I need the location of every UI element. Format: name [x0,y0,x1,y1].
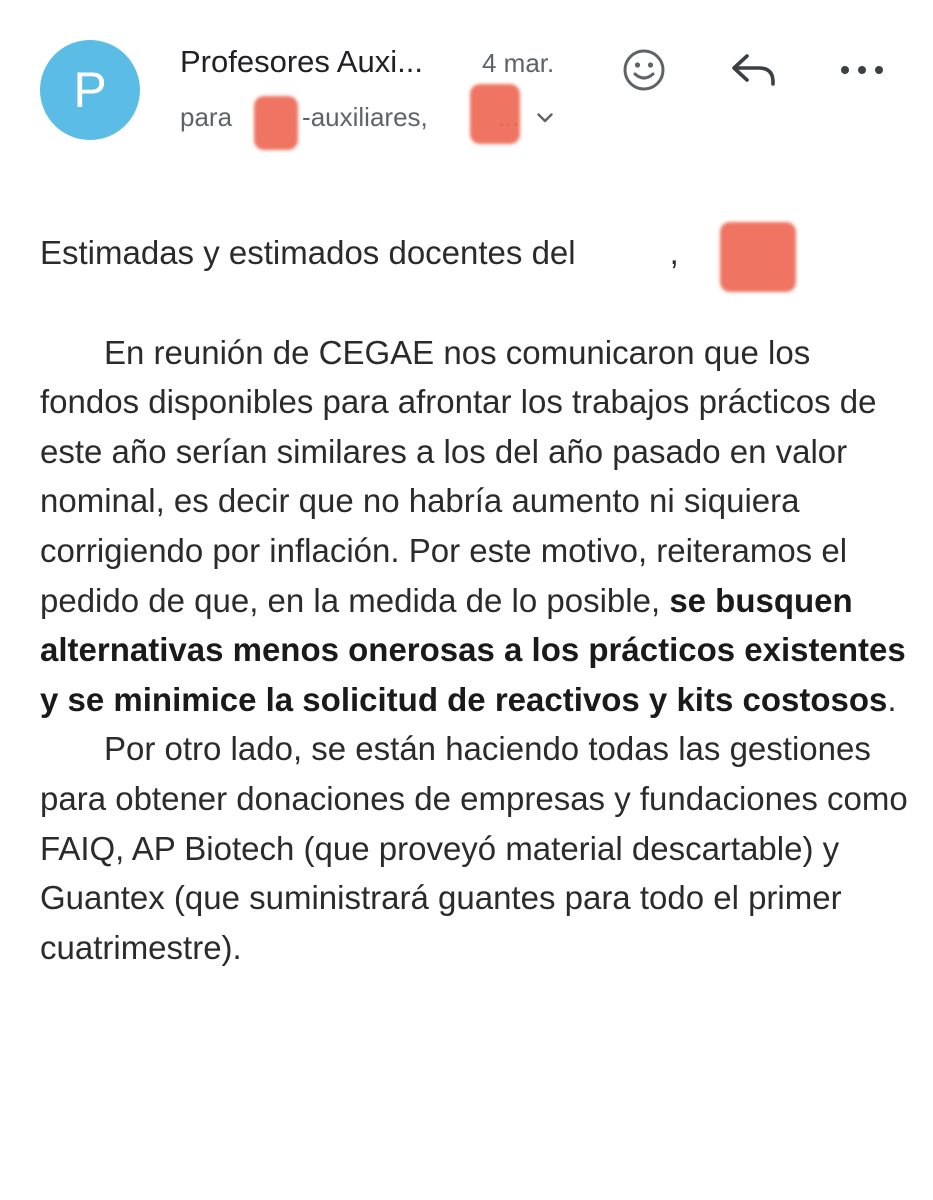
paragraph-funds-emphasis: se busquen alternativas menos onerosas a los prácticos existentes y se minimice la solicitud de reactivos y kits costosos [40,581,906,718]
greeting-text: Estimadas y estimados docentes del [40,234,576,271]
paragraph-funds [40,328,910,725]
reply-button[interactable] [728,44,780,96]
recipients-list: -auxiliares, [302,102,428,132]
more-horizontal-icon [839,64,885,76]
greeting-comma: , [669,234,679,271]
reply-icon [729,50,779,90]
chevron-down-icon[interactable] [537,106,553,129]
smiley-icon [622,48,666,92]
paragraph-donations [40,724,910,972]
email-date: 4 mar. [482,48,555,78]
email-header [0,0,933,170]
more-options-button[interactable] [836,44,888,96]
sender-name[interactable]: Profesores Auxi... [180,44,423,79]
paragraph-donations-text: Por otro lado, se están haciendo todas las gestiones para obtener donaciones de empresas y fundaciones como FAIQ, AP Biotech (que proveyó material descartable) y Guantex (que suministrará guantes para todo el primer cuatrimestre). [40,730,908,966]
add-reaction-button[interactable] [618,44,670,96]
redaction-mark [470,84,520,144]
email-body [40,228,910,972]
paragraph-funds-text: En reunión de CEGAE nos comunicaron que los fondos disponibles para afrontar los trabajos prácticos de este año serían similares a los del año pasado en valor nominal, es decir que no habría aumento ni siquiera corrigiendo por inflación. Por este motivo, reiteramos el pedido de que, en la medida de lo posible, [40,333,877,619]
sender-avatar[interactable]: P [40,40,140,140]
redaction-mark [720,222,796,292]
redaction-mark [254,96,298,150]
recipients-prefix: para [180,102,233,132]
paragraph-funds-end: . [887,680,897,718]
